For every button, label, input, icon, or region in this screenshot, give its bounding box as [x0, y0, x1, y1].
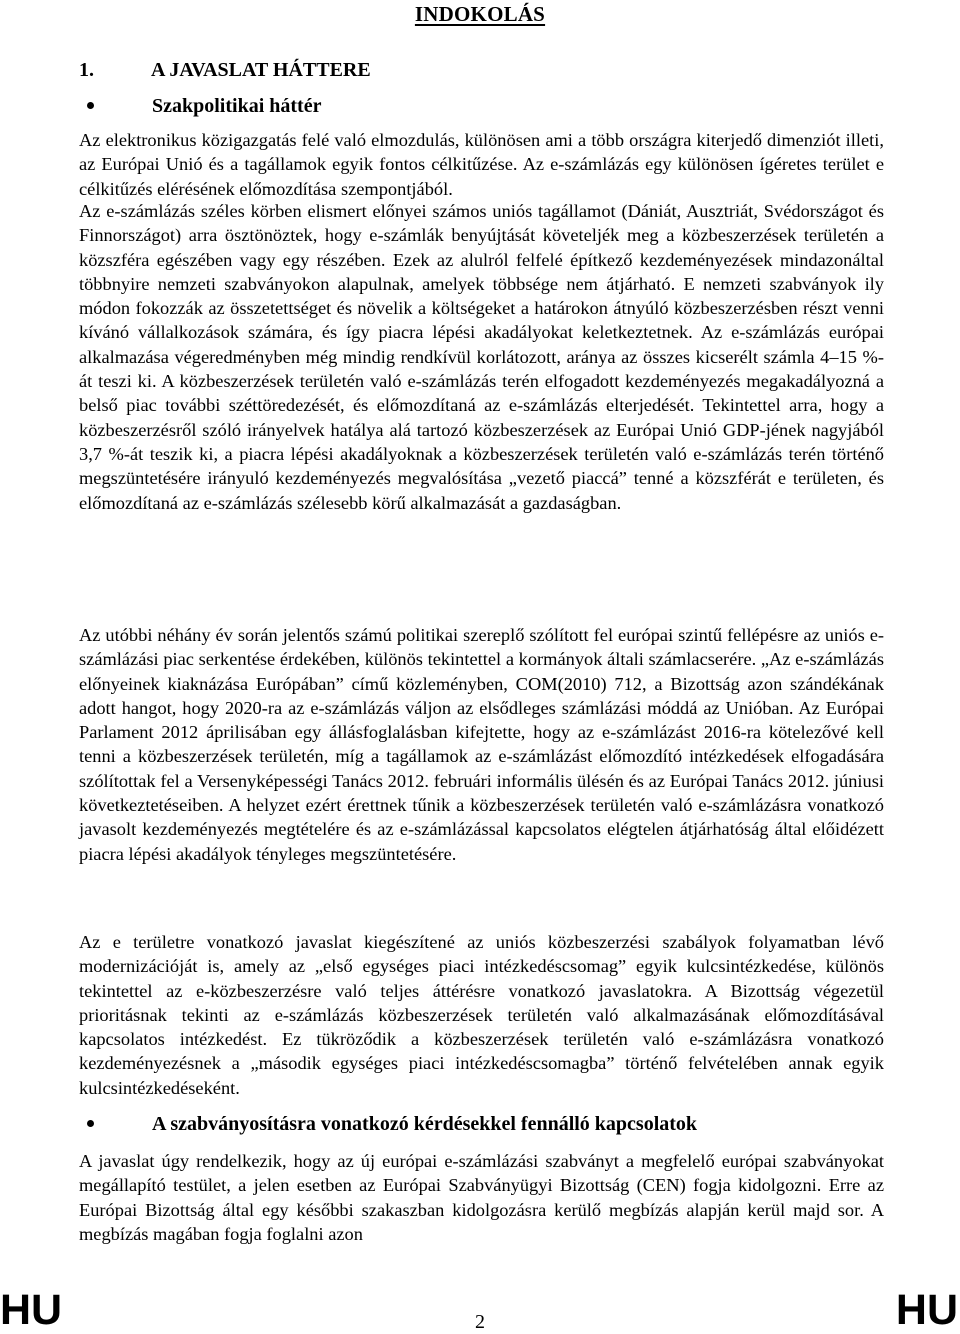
paragraph: Az e területre vonatkozó javaslat kiegészítené az uniós közbeszerzési szabályok folyamatban lévő modernizációját is, amely az „első egységes piaci intézkedéscsomag” egyik kulcsintézkedése, különös tekintettel az e-közbeszerzésre való teljes áttérésre vonatkozó javaslatokra. A Bizottság végezetül prioritásnak tekinti az e-számlázás közbeszerzések területén való alkalmazásának előmozdításával kapcsolatos intézkedést. Ez tükröződik a közbeszerzések területén való e-számlázásra vonatkozó kezdeményezésnek a „második egységes piaci intézkedéscsomagba” történő felvételében annak egyik kulcsintézkedéseként.	[79, 932, 884, 1098]
section-heading	[79, 59, 371, 82]
paragraph: Az e-számlázás széles körben elismert előnyei számos uniós tagállamot (Dániát, Ausztriát, Svédországot és Finnországot) arra ösztönöztek, hogy e-számlák benyújtását követeljék meg a közbeszerzések területén a közszféra egészében vagy egy részében. Ezek az alulról felfelé építkező kezdeményezések mindazonáltal többnyire nemzeti szabványokon alapulnak, amelyek többsége nem átjárható. E nemzeti szabványok ily módon fokozzák az összetettséget és növelik a költségeket a határokon átnyúló közbeszerzésben részt venni kívánó vállalkozások számára, és így piacra lépési akadályokat keletkeztetnek. Az e-számlázás európai alkalmazása végeredményben még mindig rendkívül korlátozott, aránya az összes kicserélt számla 4–15 %-át teszi ki. A közbeszerzések területén való e-számlázás terén elfogadott kezdeményezés megakadályozná a belső piac további széttöredezését, és előmozdítaná az e-számlázás elterjedését. Tekintettel arra, hogy a közbeszerzésről szóló irányelvek hatálya alá tartozó közbeszerzések az Európai Unió GDP-jének nagyjából 3,7 %-át teszik ki, a piacra lépési akadályoknak a közbeszerzések területén való e-számlázás terén történő megszüntetésére irányuló kezdeményezés megvalósítása „vezető piaccá” tenné a közszférát e területen, és előmozdítaná az e-számlázás szélesebb körű alkalmazását a gazdaságban.	[79, 201, 884, 513]
paragraph: A javaslat úgy rendelkezik, hogy az új európai e-számlázási szabványt a megfelelő európai szabványokat megállapító testület, a jelen esetben az Európai Szabványügyi Bizottság (CEN) fogja kidolgozni. Erre az Európai Bizottság által egy későbbi szakaszban kidolgozásra kerülő megbízás alapján kerül majd sor. A megbízás magában fogja foglalni azon	[79, 1151, 884, 1244]
bullet-icon	[87, 102, 94, 109]
section-title: A JAVASLAT HÁTTERE	[151, 59, 371, 81]
subsection-heading-label: A szabványosításra vonatkozó kérdésekkel fennálló kapcsolatok	[152, 1113, 698, 1135]
page-number: 2	[475, 1311, 485, 1333]
subsection-heading-label: Szakpolitikai háttér	[152, 95, 322, 117]
paragraph: Az elektronikus közigazgatás felé való elmozdulás, különösen ami a több országra kiterjedő dimenziót illeti, az Európai Unió és a tagállamok egyik fontos célkitűzése. Az e-számlázás egy különösen ígéretes terület e célkitűzés elérésének előmozdítása szempontjából.	[79, 130, 884, 199]
paragraph: Az utóbbi néhány év során jelentős számú politikai szereplő szólított fel európai szintű fellépésre az uniós e-számlázási piac serkentése érdekében, különös tekintettel a kormányok általi számlacserére. „Az e-számlázás előnyeinek kiaknázása Európában” című közleményben, COM(2010) 712, a Bizottság azon szándékának adott hangot, hogy 2020-ra az e-számlázás váljon az elsődleges számlázási móddá az Unióban. Az Európai Parlament 2012 áprilisában egy állásfoglalásban kifejtette, hogy az e-számlázást 2016-ra kötelezővé kell tenni a közbeszerzések területén, míg a tagállamok az e-számlázást előmozdító intézkedések elfogadására szólítottak fel a Versenyképességi Tanács 2012. februári informális ülésén és az Európai Tanács 2012. júniusi következtetéseiben. A helyzet ezért érettnek tűnik a közbeszerzések területén való e-számlázásra vonatkozó javasolt kezdeményezés megtételére és az e-számlázással kapcsolatos elégtelen átjárhatóság által előidézett piacra lépési akadályok tényleges megszüntetésére.	[79, 625, 884, 864]
bullet-icon	[87, 1120, 94, 1127]
section-number: 1.	[79, 59, 94, 81]
subsection-heading-standardisation	[79, 1113, 697, 1136]
footer-language-code-left: HU	[0, 1286, 63, 1334]
footer-language-code-right: HU	[895, 1286, 958, 1334]
page-title: INDOKOLÁS	[414, 2, 546, 26]
subsection-heading-policy	[79, 95, 321, 118]
